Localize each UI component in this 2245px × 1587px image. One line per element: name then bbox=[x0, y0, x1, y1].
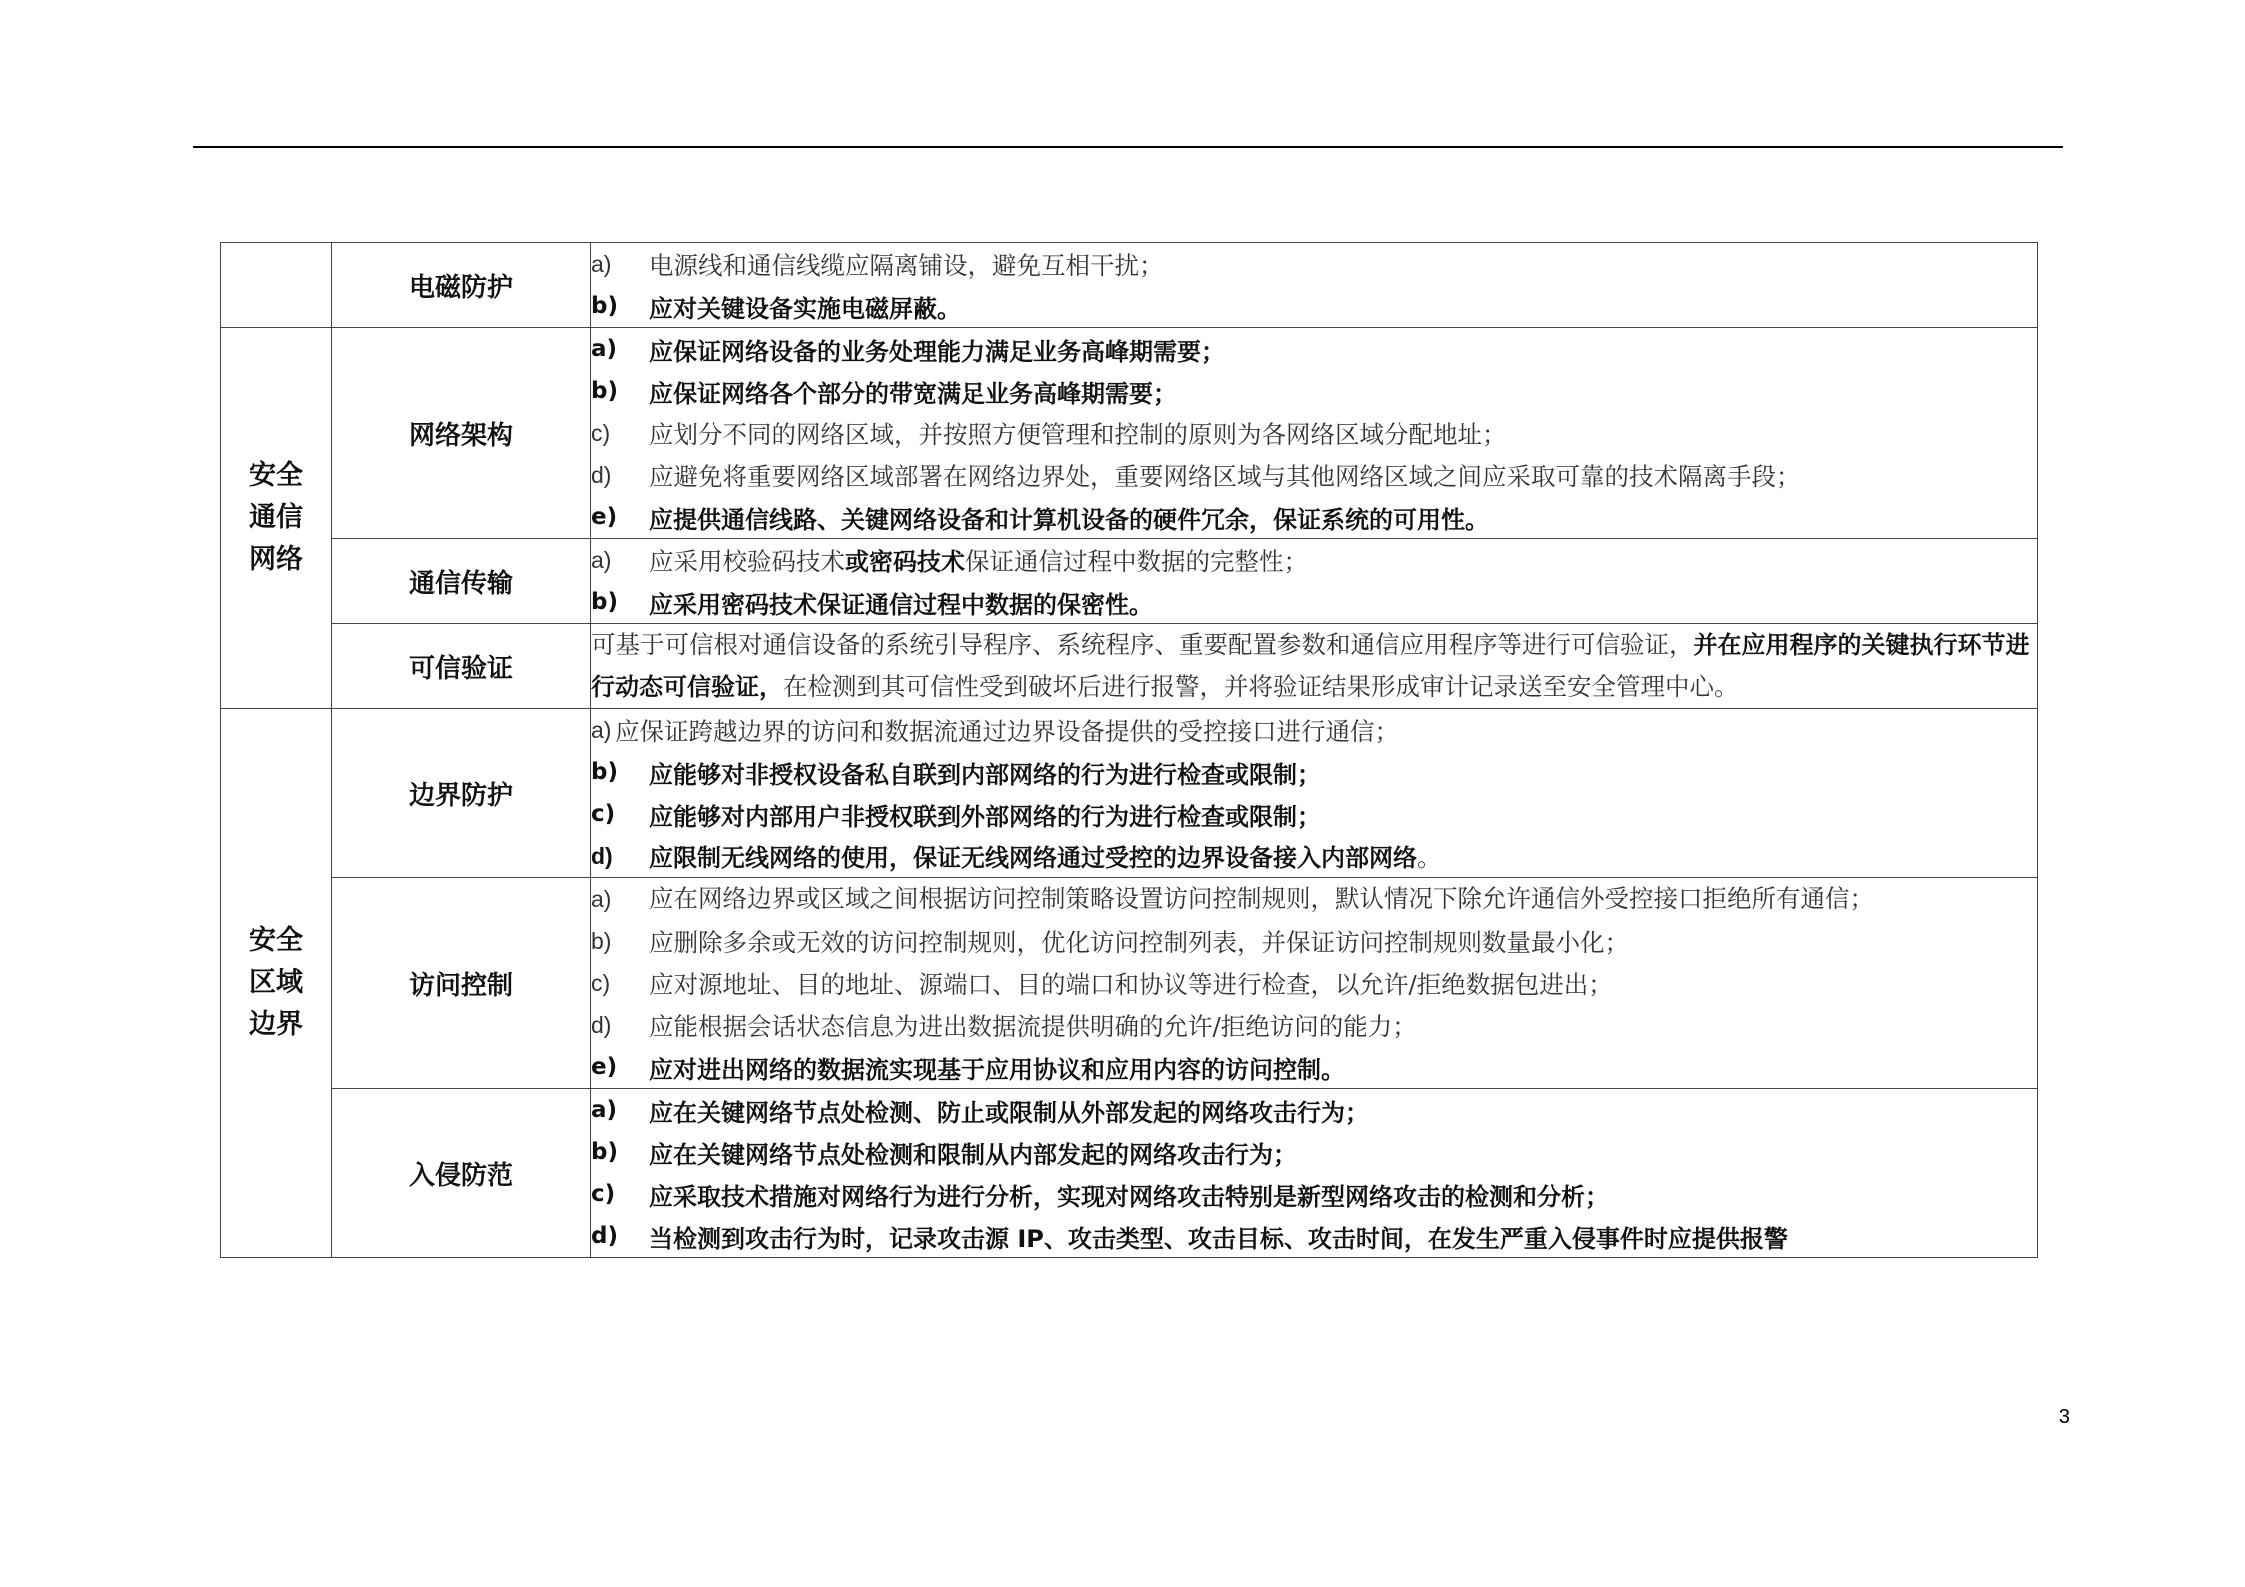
list-item: c) 应划分不同的网络区域，并按照方便管理和控制的原则为各网络区域分配地址； bbox=[591, 419, 1507, 449]
subcategory-network-architecture: 网络架构 bbox=[332, 328, 591, 539]
page-number: 3 bbox=[2058, 1406, 2070, 1428]
list-item: d) 应能根据会话状态信息为进出数据流提供明确的允许/拒绝访问的能力； bbox=[591, 1011, 1417, 1041]
list-item: d) 应限制无线网络的使用，保证无线网络通过受控的边界设备接入内部网络。 bbox=[591, 842, 1442, 872]
items-access-control bbox=[591, 878, 2038, 1089]
list-item: d) 当检测到攻击行为时，记录攻击源 IP、攻击类型、攻击目标、攻击时间，在发生严重入侵事件时应提供报警 bbox=[591, 1223, 1788, 1253]
table-row bbox=[221, 878, 2038, 1089]
requirements-table bbox=[220, 242, 2038, 1258]
table-row bbox=[221, 1089, 2038, 1258]
subcategory-trusted-verification: 可信验证 bbox=[332, 624, 591, 709]
list-item: b) 应在关键网络节点处检测和限制从内部发起的网络攻击行为； bbox=[591, 1139, 1297, 1169]
list-item: e) 应提供通信线路、关键网络设备和计算机设备的硬件冗余，保证系统的可用性。 bbox=[591, 504, 1489, 534]
items-trusted-verification bbox=[591, 624, 2038, 709]
items-emp bbox=[591, 243, 2038, 328]
table-row bbox=[221, 539, 2038, 624]
subcategory-communication-transfer: 通信传输 bbox=[332, 539, 591, 624]
list-item: a) 应在网络边界或区域之间根据访问控制策略设置访问控制规则，默认情况下除允许通信外受控接口拒绝所有通信； bbox=[591, 884, 1874, 913]
list-item: b) 应对关键设备实施电磁屏蔽。 bbox=[591, 293, 961, 323]
category-comm-network: 安全 通信 网络 bbox=[221, 328, 332, 709]
category-area-boundary: 安全 区域 边界 bbox=[221, 709, 332, 1258]
list-item: a) 应保证跨越边界的访问和数据流通过边界设备提供的受控接口进行通信； bbox=[591, 716, 1399, 746]
list-item: a) 应采用校验码技术或密码技术保证通信过程中数据的完整性； bbox=[591, 546, 1308, 576]
table-row bbox=[221, 243, 2038, 328]
category-cell-empty bbox=[221, 243, 332, 328]
items-communication-transfer bbox=[591, 539, 2038, 624]
subcategory-access-control: 访问控制 bbox=[332, 878, 591, 1089]
list-item: a) 应保证网络设备的业务处理能力满足业务高峰期需要； bbox=[591, 336, 1225, 366]
list-item: c) 应采取技术措施对网络行为进行分析，实现对网络攻击特别是新型网络攻击的检测和分析； bbox=[591, 1181, 1609, 1211]
list-item: d) 应避免将重要网络区域部署在网络边界处，重要网络区域与其他网络区域之间应采取可靠的技术隔离手段； bbox=[591, 461, 1801, 491]
table-row bbox=[221, 624, 2038, 709]
list-item: b) 应能够对非授权设备私自联到内部网络的行为进行检查或限制； bbox=[591, 759, 1321, 789]
list-item: c) 应对源地址、目的地址、源端口、目的端口和协议等进行检查，以允许/拒绝数据包进出； bbox=[591, 969, 1613, 999]
table-row bbox=[221, 709, 2038, 878]
trusted-verification-text: 可基于可信根对通信设备的系统引导程序、系统程序、重要配置参数和通信应用程序等进行可信验证，并在应用程序的关键执行环节进行动态可信验证，在检测到其可信性受到破坏后进行报警，并将验证结果形成审计记录送至安全管理中心。 bbox=[591, 630, 2030, 701]
header-rule bbox=[193, 146, 2063, 148]
list-item: e) 应对进出网络的数据流实现基于应用协议和应用内容的访问控制。 bbox=[591, 1054, 1345, 1084]
subcategory-emp: 电磁防护 bbox=[332, 243, 591, 328]
list-item: c) 应能够对内部用户非授权联到外部网络的行为进行检查或限制； bbox=[591, 801, 1321, 831]
items-boundary-protection bbox=[591, 709, 2038, 878]
subcategory-intrusion-prevention: 入侵防范 bbox=[332, 1089, 591, 1258]
list-item: a) 电源线和通信线缆应隔离铺设，避免互相干扰； bbox=[591, 250, 1164, 280]
items-intrusion-prevention bbox=[591, 1089, 2038, 1258]
list-item: b) 应删除多余或无效的访问控制规则，优化访问控制列表，并保证访问控制规则数量最小化； bbox=[591, 927, 1629, 957]
items-network-architecture bbox=[591, 328, 2038, 539]
list-item: b) 应采用密码技术保证通信过程中数据的保密性。 bbox=[591, 589, 1153, 619]
table-row bbox=[221, 328, 2038, 539]
list-item: a) 应在关键网络节点处检测、防止或限制从外部发起的网络攻击行为； bbox=[591, 1097, 1369, 1127]
subcategory-boundary-protection: 边界防护 bbox=[332, 709, 591, 878]
list-item: b) 应保证网络各个部分的带宽满足业务高峰期需要； bbox=[591, 378, 1177, 408]
